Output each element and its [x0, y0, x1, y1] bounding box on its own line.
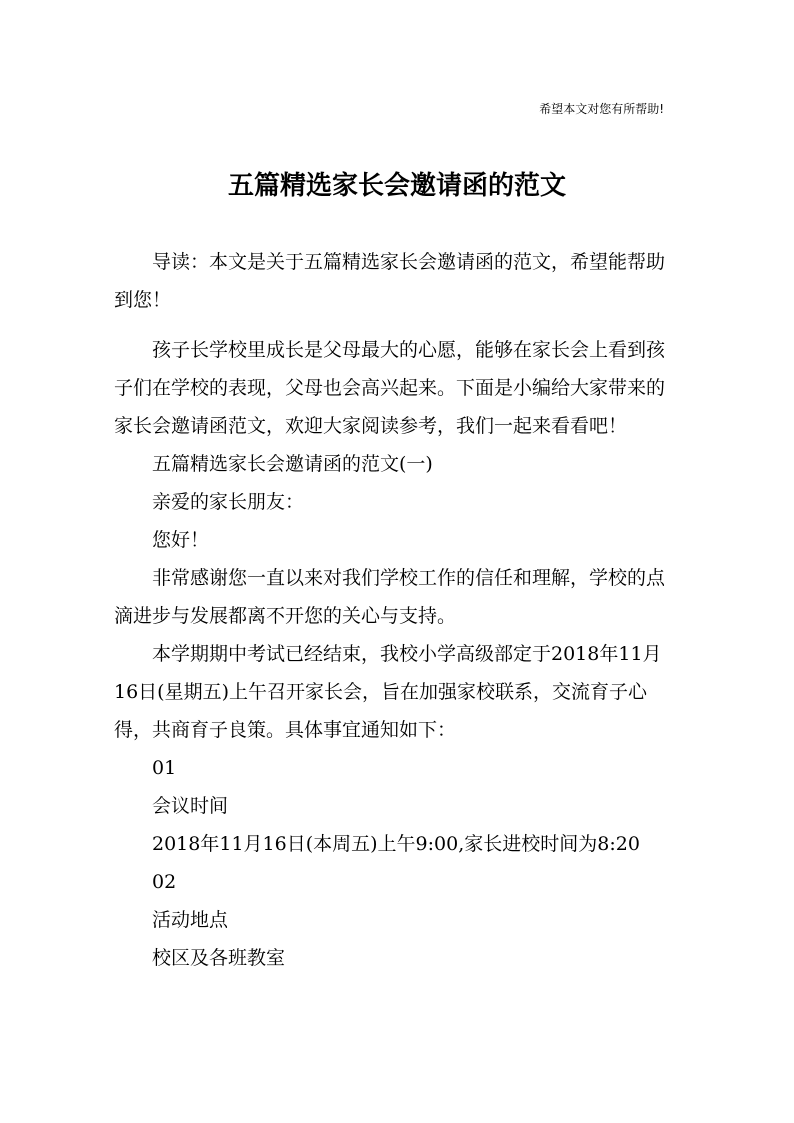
- body-paragraph: 非常感谢您一直以来对我们学校工作的信任和理解，学校的点滴进步与发展都离不开您的关心与支持。: [114, 567, 666, 627]
- document-title: 五篇精选家长会邀请函的范文: [227, 171, 566, 201]
- item-heading: 活动地点: [152, 909, 229, 931]
- greeting: 您好！: [152, 529, 210, 551]
- salutation: 亲爱的家长朋友：: [152, 491, 305, 513]
- body-paragraph: 本学期期中考试已经结束，我校小学高级部定于2018年11月16日(星期五)上午召开家长会，旨在加强家校联系，交流育子心得，共商育子良策。具体事宜通知如下：: [114, 643, 662, 741]
- document-body: [114, 243, 680, 977]
- item-detail: 2018年11月16日(本周五)上午9:00,家长进校时间为8:20: [152, 833, 640, 855]
- section-heading: 五篇精选家长会邀请函的范文(一): [152, 453, 433, 475]
- item-number: 01: [152, 757, 177, 779]
- item-detail: 校区及各班教室: [152, 947, 286, 969]
- item-heading: 会议时间: [152, 795, 229, 817]
- body-paragraph: 孩子长学校里成长是父母最大的心愿，能够在家长会上看到孩子们在学校的表现，父母也会高兴起来。下面是小编给大家带来的家长会邀请函范文，欢迎大家阅读参考，我们一起来看看吧！: [114, 339, 666, 437]
- page-header-note: 希望本文对您有所帮助!: [539, 102, 664, 116]
- intro-paragraph: 导读：本文是关于五篇精选家长会邀请函的范文，希望能帮助到您！: [114, 251, 666, 311]
- item-number: 02: [152, 871, 177, 893]
